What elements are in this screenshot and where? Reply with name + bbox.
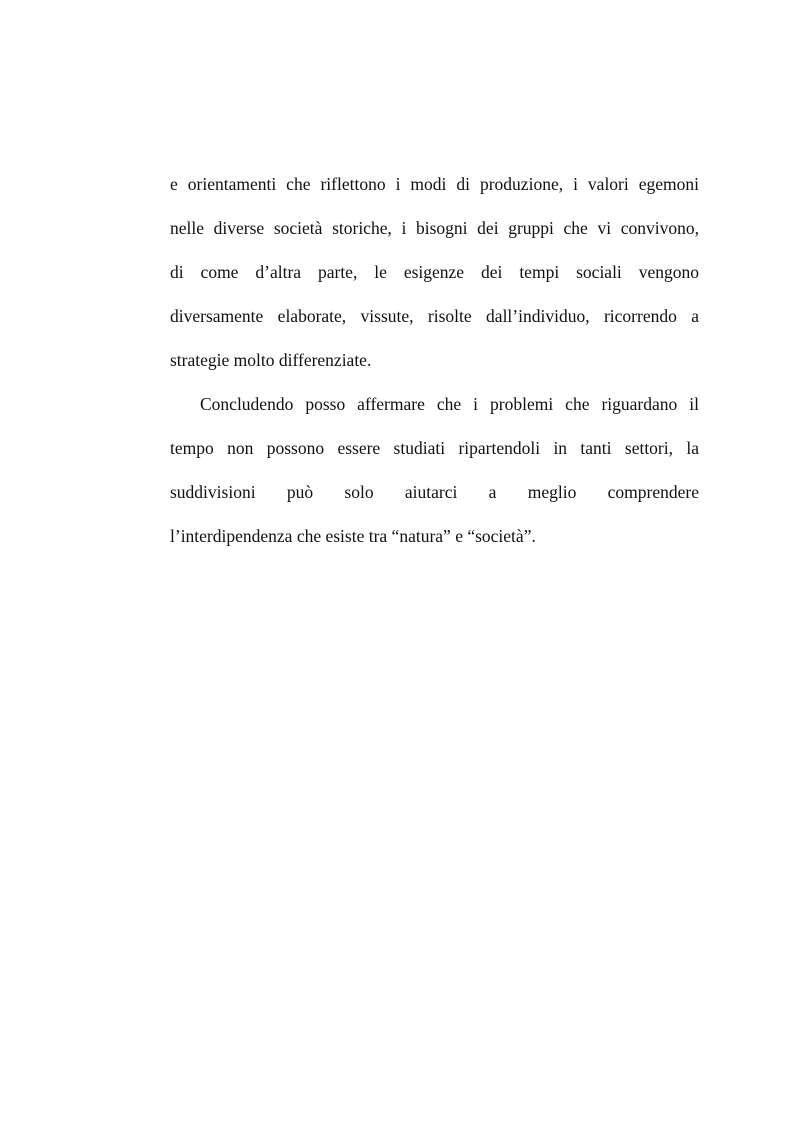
text-line: Concludendo posso affermare che i problemi che riguardano il [200, 394, 699, 414]
text-line: suddivisioni può solo aiutarci a meglio comprendere [170, 482, 699, 502]
text-line: l’interdipendenza che esiste tra “natura” e “società”. [170, 526, 536, 546]
text-line: di come d’altra parte, le esigenze dei tempi sociali vengono [170, 262, 699, 282]
paragraph-continuation [170, 167, 699, 387]
body-text [170, 167, 699, 563]
text-line: diversamente elaborate, vissute, risolte dall’individuo, ricorrendo a [170, 306, 699, 326]
text-line: tempo non possono essere studiati ripartendoli in tanti settori, la [170, 438, 699, 458]
text-line: e orientamenti che riflettono i modi di produzione, i valori egemoni [170, 174, 699, 194]
text-line: nelle diverse società storiche, i bisogni dei gruppi che vi convivono, [170, 218, 699, 238]
paragraph-conclusion [170, 387, 699, 563]
text-line: strategie molto differenziate. [170, 350, 372, 370]
